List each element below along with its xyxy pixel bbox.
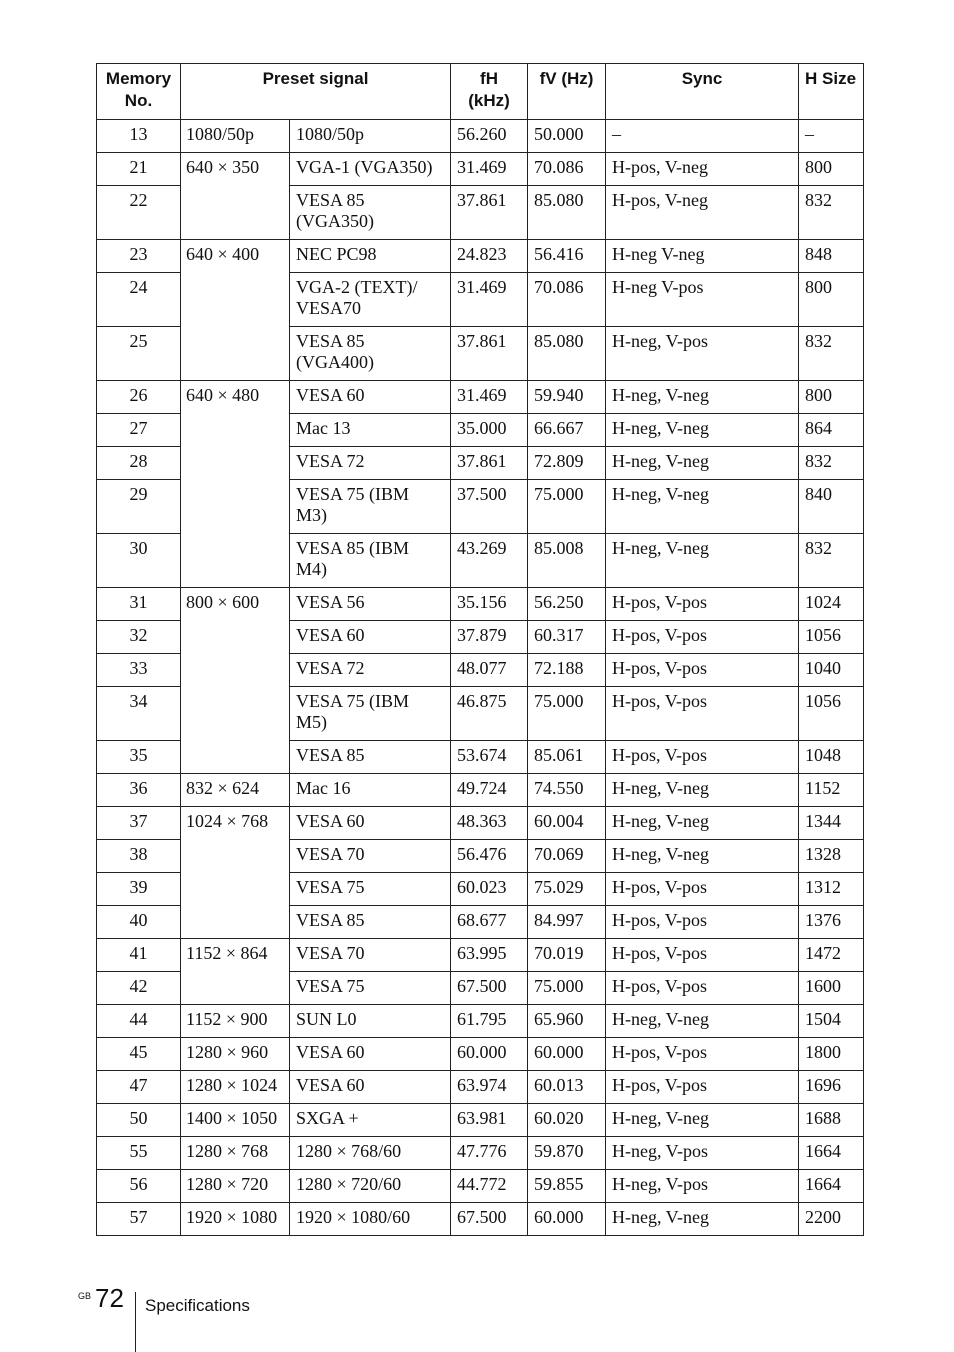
table-row: [97, 1203, 864, 1236]
fv-cell: 70.086: [528, 153, 606, 186]
fv-cell: 85.080: [528, 327, 606, 381]
resolution-group-cell: 1280 × 1024: [181, 1071, 290, 1104]
memory-no-cell: 39: [97, 873, 181, 906]
memory-no-cell: 40: [97, 906, 181, 939]
sync-cell: H-pos, V-pos: [606, 588, 799, 621]
language-code: GB: [78, 1291, 92, 1301]
fh-cell: 37.500: [451, 480, 528, 534]
h-size-cell: 1152: [799, 774, 864, 807]
fv-cell: 72.188: [528, 654, 606, 687]
fh-cell: 60.000: [451, 1038, 528, 1071]
resolution-group-cell: 640 × 480: [181, 381, 290, 588]
sync-cell: H-neg, V-neg: [606, 447, 799, 480]
header-sync: Sync: [606, 64, 799, 120]
h-size-cell: 832: [799, 186, 864, 240]
resolution-group-cell: 1280 × 768: [181, 1137, 290, 1170]
header-memory-no: Memory No.: [97, 64, 181, 120]
table-row: [97, 153, 864, 186]
signal-name-cell: SUN L0: [290, 1005, 451, 1038]
resolution-group-cell: 1152 × 900: [181, 1005, 290, 1038]
sync-cell: H-neg, V-pos: [606, 1170, 799, 1203]
fh-cell: 63.981: [451, 1104, 528, 1137]
fv-cell: 60.020: [528, 1104, 606, 1137]
h-size-cell: 1696: [799, 1071, 864, 1104]
h-size-cell: 800: [799, 273, 864, 327]
h-size-cell: 848: [799, 240, 864, 273]
sync-cell: H-pos, V-neg: [606, 153, 799, 186]
table-header-row: [97, 64, 864, 120]
fv-cell: 59.940: [528, 381, 606, 414]
header-fh: fH (kHz): [451, 64, 528, 120]
h-size-cell: 1376: [799, 906, 864, 939]
h-size-cell: 864: [799, 414, 864, 447]
signal-name-cell: VESA 60: [290, 381, 451, 414]
fh-cell: 24.823: [451, 240, 528, 273]
fh-cell: 48.077: [451, 654, 528, 687]
fh-cell: 47.776: [451, 1137, 528, 1170]
memory-no-cell: 33: [97, 654, 181, 687]
signal-name-cell: VGA-2 (TEXT)/ VESA70: [290, 273, 451, 327]
section-label: Specifications: [145, 1296, 250, 1315]
resolution-group-cell: 1024 × 768: [181, 807, 290, 939]
memory-no-cell: 44: [97, 1005, 181, 1038]
memory-no-cell: 56: [97, 1170, 181, 1203]
sync-cell: H-neg, V-neg: [606, 807, 799, 840]
fv-cell: 75.000: [528, 687, 606, 741]
memory-no-cell: 36: [97, 774, 181, 807]
fv-cell: 60.000: [528, 1203, 606, 1236]
signal-name-cell: SXGA +: [290, 1104, 451, 1137]
fv-cell: 85.061: [528, 741, 606, 774]
fv-cell: 60.013: [528, 1071, 606, 1104]
resolution-group-cell: 1400 × 1050: [181, 1104, 290, 1137]
h-size-cell: 832: [799, 534, 864, 588]
resolution-group-cell: 1152 × 864: [181, 939, 290, 1005]
fh-cell: 49.724: [451, 774, 528, 807]
h-size-cell: 1664: [799, 1170, 864, 1203]
memory-no-cell: 24: [97, 273, 181, 327]
resolution-group-cell: 1280 × 720: [181, 1170, 290, 1203]
table-row: [97, 381, 864, 414]
h-size-cell: 832: [799, 447, 864, 480]
fv-cell: 85.080: [528, 186, 606, 240]
memory-no-cell: 47: [97, 1071, 181, 1104]
fv-cell: 85.008: [528, 534, 606, 588]
sync-cell: H-neg, V-neg: [606, 1104, 799, 1137]
signal-name-cell: VESA 70: [290, 840, 451, 873]
page-number: 72: [95, 1283, 124, 1313]
resolution-group-cell: 1080/50p: [181, 120, 290, 153]
h-size-cell: 1024: [799, 588, 864, 621]
table-row: [97, 120, 864, 153]
h-size-cell: 1688: [799, 1104, 864, 1137]
signal-name-cell: VESA 85: [290, 741, 451, 774]
memory-no-cell: 31: [97, 588, 181, 621]
sync-cell: H-pos, V-pos: [606, 873, 799, 906]
sync-cell: H-neg, V-pos: [606, 327, 799, 381]
h-size-cell: 832: [799, 327, 864, 381]
sync-cell: H-pos, V-pos: [606, 654, 799, 687]
resolution-group-cell: 640 × 400: [181, 240, 290, 381]
sync-cell: H-neg, V-neg: [606, 381, 799, 414]
signal-name-cell: VESA 85: [290, 906, 451, 939]
memory-no-cell: 35: [97, 741, 181, 774]
header-h-size: H Size: [799, 64, 864, 120]
resolution-group-cell: 800 × 600: [181, 588, 290, 774]
fh-cell: 37.861: [451, 447, 528, 480]
sync-cell: H-neg V-neg: [606, 240, 799, 273]
fv-cell: 75.029: [528, 873, 606, 906]
h-size-cell: 1056: [799, 687, 864, 741]
signal-name-cell: VESA 60: [290, 621, 451, 654]
h-size-cell: 1800: [799, 1038, 864, 1071]
memory-no-cell: 45: [97, 1038, 181, 1071]
h-size-cell: –: [799, 120, 864, 153]
sync-cell: H-pos, V-pos: [606, 939, 799, 972]
signal-name-cell: VESA 85 (VGA350): [290, 186, 451, 240]
memory-no-cell: 21: [97, 153, 181, 186]
fh-cell: 35.156: [451, 588, 528, 621]
sync-cell: H-neg, V-neg: [606, 1203, 799, 1236]
sync-cell: H-neg, V-neg: [606, 840, 799, 873]
fh-cell: 31.469: [451, 381, 528, 414]
sync-cell: H-pos, V-pos: [606, 972, 799, 1005]
preset-signal-table: [96, 63, 864, 1236]
table-row: [97, 1071, 864, 1104]
fv-cell: 50.000: [528, 120, 606, 153]
memory-no-cell: 26: [97, 381, 181, 414]
table-row: [97, 588, 864, 621]
h-size-cell: 840: [799, 480, 864, 534]
table-row: [97, 1170, 864, 1203]
fv-cell: 72.809: [528, 447, 606, 480]
fh-cell: 60.023: [451, 873, 528, 906]
memory-no-cell: 28: [97, 447, 181, 480]
memory-no-cell: 25: [97, 327, 181, 381]
h-size-cell: 1344: [799, 807, 864, 840]
h-size-cell: 1048: [799, 741, 864, 774]
fv-cell: 75.000: [528, 480, 606, 534]
signal-name-cell: VESA 75: [290, 972, 451, 1005]
fv-cell: 75.000: [528, 972, 606, 1005]
fh-cell: 37.861: [451, 327, 528, 381]
fv-cell: 70.019: [528, 939, 606, 972]
fv-cell: 65.960: [528, 1005, 606, 1038]
sync-cell: H-neg V-pos: [606, 273, 799, 327]
table-row: [97, 1137, 864, 1170]
fh-cell: 68.677: [451, 906, 528, 939]
signal-name-cell: VESA 85 (IBM M4): [290, 534, 451, 588]
memory-no-cell: 42: [97, 972, 181, 1005]
h-size-cell: 1600: [799, 972, 864, 1005]
fv-cell: 60.004: [528, 807, 606, 840]
signal-name-cell: VESA 75 (IBM M3): [290, 480, 451, 534]
table-row: [97, 1038, 864, 1071]
memory-no-cell: 13: [97, 120, 181, 153]
signal-name-cell: VESA 75 (IBM M5): [290, 687, 451, 741]
signal-name-cell: VESA 72: [290, 654, 451, 687]
h-size-cell: 1040: [799, 654, 864, 687]
resolution-group-cell: 1920 × 1080: [181, 1203, 290, 1236]
memory-no-cell: 22: [97, 186, 181, 240]
signal-name-cell: NEC PC98: [290, 240, 451, 273]
signal-name-cell: 1920 × 1080/60: [290, 1203, 451, 1236]
fv-cell: 84.997: [528, 906, 606, 939]
fh-cell: 37.861: [451, 186, 528, 240]
fh-cell: 46.875: [451, 687, 528, 741]
memory-no-cell: 30: [97, 534, 181, 588]
resolution-group-cell: 1280 × 960: [181, 1038, 290, 1071]
sync-cell: H-pos, V-pos: [606, 741, 799, 774]
h-size-cell: 1312: [799, 873, 864, 906]
fv-cell: 70.086: [528, 273, 606, 327]
signal-name-cell: Mac 16: [290, 774, 451, 807]
fv-cell: 66.667: [528, 414, 606, 447]
signal-name-cell: VESA 72: [290, 447, 451, 480]
sync-cell: H-neg, V-neg: [606, 414, 799, 447]
sync-cell: –: [606, 120, 799, 153]
memory-no-cell: 27: [97, 414, 181, 447]
resolution-group-cell: 640 × 350: [181, 153, 290, 240]
fh-cell: 31.469: [451, 153, 528, 186]
signal-name-cell: VESA 70: [290, 939, 451, 972]
fh-cell: 61.795: [451, 1005, 528, 1038]
table-row: [97, 939, 864, 972]
memory-no-cell: 29: [97, 480, 181, 534]
fh-cell: 31.469: [451, 273, 528, 327]
table-row: [97, 774, 864, 807]
fh-cell: 35.000: [451, 414, 528, 447]
sync-cell: H-pos, V-pos: [606, 906, 799, 939]
header-fv: fV (Hz): [528, 64, 606, 120]
signal-name-cell: 1080/50p: [290, 120, 451, 153]
fh-cell: 56.260: [451, 120, 528, 153]
header-preset-signal: Preset signal: [181, 64, 451, 120]
fh-cell: 43.269: [451, 534, 528, 588]
fh-cell: 63.974: [451, 1071, 528, 1104]
resolution-group-cell: 832 × 624: [181, 774, 290, 807]
table-body: [97, 120, 864, 1236]
h-size-cell: 1664: [799, 1137, 864, 1170]
signal-name-cell: VESA 75: [290, 873, 451, 906]
fh-cell: 67.500: [451, 972, 528, 1005]
sync-cell: H-pos, V-neg: [606, 186, 799, 240]
signal-name-cell: VESA 60: [290, 1038, 451, 1071]
signal-name-cell: Mac 13: [290, 414, 451, 447]
table-row: [97, 807, 864, 840]
fv-cell: 70.069: [528, 840, 606, 873]
memory-no-cell: 32: [97, 621, 181, 654]
h-size-cell: 1472: [799, 939, 864, 972]
memory-no-cell: 37: [97, 807, 181, 840]
h-size-cell: 800: [799, 381, 864, 414]
sync-cell: H-neg, V-neg: [606, 534, 799, 588]
fv-cell: 56.416: [528, 240, 606, 273]
table-row: [97, 1104, 864, 1137]
fv-cell: 59.870: [528, 1137, 606, 1170]
sync-cell: H-pos, V-pos: [606, 621, 799, 654]
h-size-cell: 1328: [799, 840, 864, 873]
signal-name-cell: 1280 × 720/60: [290, 1170, 451, 1203]
fv-cell: 56.250: [528, 588, 606, 621]
sync-cell: H-neg, V-pos: [606, 1137, 799, 1170]
signal-name-cell: VESA 85 (VGA400): [290, 327, 451, 381]
fv-cell: 59.855: [528, 1170, 606, 1203]
fv-cell: 60.317: [528, 621, 606, 654]
h-size-cell: 2200: [799, 1203, 864, 1236]
sync-cell: H-pos, V-pos: [606, 687, 799, 741]
fh-cell: 63.995: [451, 939, 528, 972]
fv-cell: 74.550: [528, 774, 606, 807]
memory-no-cell: 34: [97, 687, 181, 741]
footer-divider: [135, 1292, 136, 1352]
signal-name-cell: VGA-1 (VGA350): [290, 153, 451, 186]
h-size-cell: 1056: [799, 621, 864, 654]
signal-name-cell: VESA 56: [290, 588, 451, 621]
signal-name-cell: VESA 60: [290, 1071, 451, 1104]
fh-cell: 44.772: [451, 1170, 528, 1203]
table-row: [97, 240, 864, 273]
fh-cell: 37.879: [451, 621, 528, 654]
memory-no-cell: 23: [97, 240, 181, 273]
sync-cell: H-pos, V-pos: [606, 1071, 799, 1104]
memory-no-cell: 50: [97, 1104, 181, 1137]
page-footer: [0, 1285, 954, 1352]
fh-cell: 67.500: [451, 1203, 528, 1236]
sync-cell: H-neg, V-neg: [606, 1005, 799, 1038]
memory-no-cell: 41: [97, 939, 181, 972]
h-size-cell: 800: [799, 153, 864, 186]
signal-name-cell: VESA 60: [290, 807, 451, 840]
h-size-cell: 1504: [799, 1005, 864, 1038]
signal-name-cell: 1280 × 768/60: [290, 1137, 451, 1170]
fh-cell: 56.476: [451, 840, 528, 873]
sync-cell: H-neg, V-neg: [606, 774, 799, 807]
sync-cell: H-pos, V-pos: [606, 1038, 799, 1071]
sync-cell: H-neg, V-neg: [606, 480, 799, 534]
memory-no-cell: 55: [97, 1137, 181, 1170]
memory-no-cell: 38: [97, 840, 181, 873]
memory-no-cell: 57: [97, 1203, 181, 1236]
fv-cell: 60.000: [528, 1038, 606, 1071]
fh-cell: 53.674: [451, 741, 528, 774]
fh-cell: 48.363: [451, 807, 528, 840]
table-row: [97, 1005, 864, 1038]
